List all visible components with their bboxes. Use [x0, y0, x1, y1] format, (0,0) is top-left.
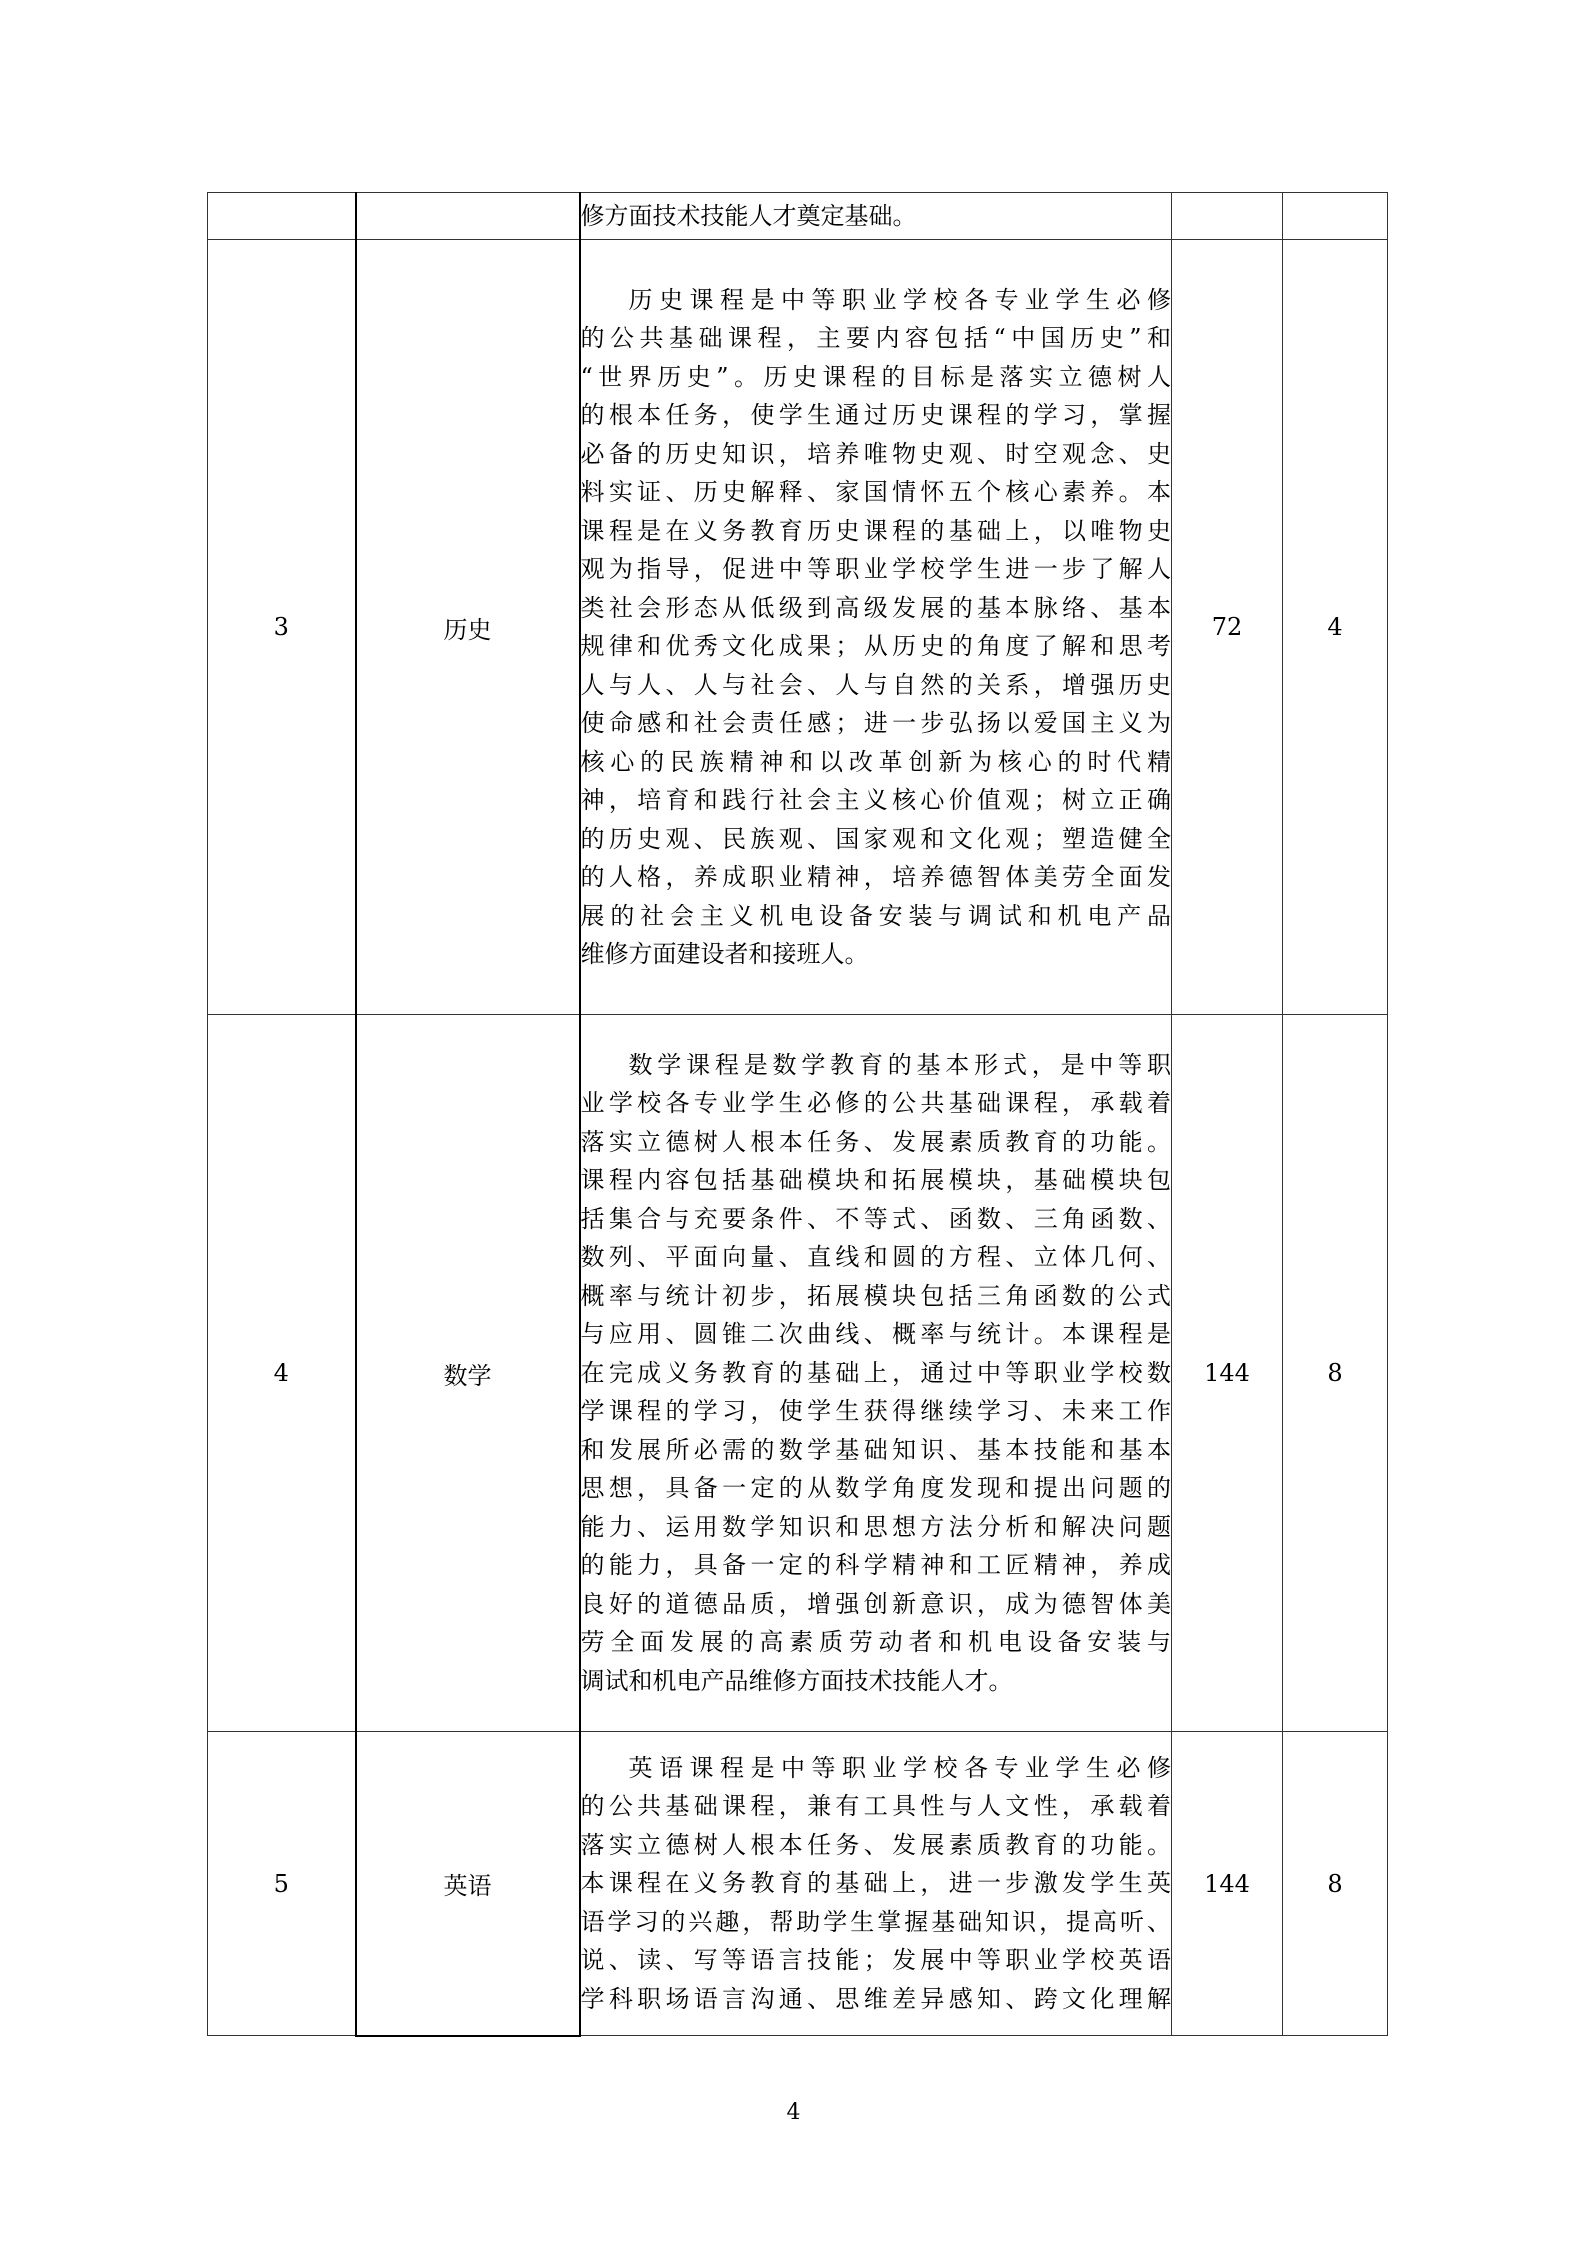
course-description-cell [580, 193, 1172, 240]
description-line: 括集合与充要条件、不等式、函数、三角函数、 [580, 1204, 1171, 1233]
description-line: 概率与统计初步，拓展模块包括三角函数的公式 [580, 1281, 1171, 1310]
description-line: 和发展所必需的数学基础知识、基本技能和基本 [580, 1435, 1171, 1464]
description-line: 规律和优秀文化成果；从历史的角度了解和思考 [580, 632, 1171, 660]
description-line: 的人格，养成职业精神，培养德智体美劳全面发 [580, 863, 1171, 891]
description-line: 类社会形态从低级到高级发展的基本脉络、基本 [580, 593, 1171, 622]
description-line: 展的社会主义机电设备安装与调试和机电产品 [580, 901, 1171, 930]
hours-cell [1172, 193, 1283, 240]
description-line: 落实立德树人根本任务、发展素质教育的功能。 [580, 1830, 1171, 1859]
credits-cell: 8 [1283, 1015, 1388, 1732]
row-number-cell: 3 [208, 240, 356, 1015]
credits-cell: 8 [1283, 1732, 1388, 2036]
course-name-cell: 英语 [356, 1732, 580, 2036]
description-line: “世界历史”。历史课程的目标是落实立德树人 [580, 362, 1171, 391]
description-line: 与应用、圆锥二次曲线、概率与统计。本课程是 [580, 1320, 1171, 1349]
description-line: 的历史观、民族观、国家观和文化观；塑造健全 [580, 824, 1171, 853]
table-row [208, 240, 1388, 1015]
description-line: 神，培育和践行社会主义核心价值观；树立正确 [580, 786, 1171, 814]
hours-cell: 144 [1172, 1732, 1283, 2036]
description-line: 说、读、写等语言技能；发展中等职业学校英语 [580, 1946, 1171, 1975]
description-line: 的能力，具备一定的科学精神和工匠精神，养成 [580, 1551, 1171, 1580]
description-line: 英语课程是中等职业学校各专业学生必修 [628, 1753, 1171, 1782]
description-line: 调试和机电产品维修方面技术技能人才。 [580, 1666, 1013, 1695]
description-line: 的公共基础课程，主要内容包括“中国历史”和 [580, 324, 1171, 352]
table-row [208, 1015, 1388, 1732]
table-row [208, 1732, 1388, 2036]
table-body [208, 193, 1388, 2036]
description-line: 料实证、历史解释、家国情怀五个核心素养。本 [580, 478, 1171, 506]
table-row [208, 193, 1388, 240]
description-line: 本课程在义务教育的基础上，进一步激发学生英 [580, 1869, 1171, 1898]
course-description-cell [580, 1732, 1172, 2036]
course-name-cell: 数学 [356, 1015, 580, 1732]
course-name-cell: 历史 [356, 240, 580, 1015]
description-line: 必备的历史知识，培养唯物史观、时空观念、史 [580, 439, 1171, 468]
description-line: 数学课程是数学教育的基本形式，是中等职 [628, 1050, 1171, 1079]
description-line: 学课程的学习，使学生获得继续学习、未来工作 [580, 1397, 1171, 1426]
row-number-cell: 4 [208, 1015, 356, 1732]
description-line: 维修方面建设者和接班人。 [580, 940, 869, 968]
description-line: 课程内容包括基础模块和拓展模块，基础模块包 [580, 1166, 1171, 1195]
course-name-cell [356, 193, 580, 240]
description-line: 的公共基础课程，兼有工具性与人文性，承载着 [580, 1792, 1171, 1821]
course-table [207, 192, 1388, 2037]
description-line: 课程是在义务教育历史课程的基础上，以唯物史 [580, 516, 1171, 545]
row-number-cell [208, 193, 356, 240]
description-line: 在完成义务教育的基础上，通过中等职业学校数 [580, 1358, 1171, 1387]
description-line: 思想，具备一定的从数学角度发现和提出问题的 [580, 1474, 1171, 1503]
description-line: 的根本任务，使学生通过历史课程的学习，掌握 [580, 401, 1171, 429]
description-line: 使命感和社会责任感；进一步弘扬以爱国主义为 [580, 709, 1171, 737]
description-line: 学科职场语言沟通、思维差异感知、跨文化理解 [580, 1984, 1171, 2013]
hours-cell: 72 [1172, 240, 1283, 1015]
description-line: 数列、平面向量、直线和圆的方程、立体几何、 [580, 1243, 1171, 1272]
description-line: 修方面技术技能人才奠定基础。 [580, 201, 917, 230]
description-line: 能力、运用数学知识和思想方法分析和解决问题 [580, 1512, 1171, 1541]
description-line: 人与人、人与社会、人与自然的关系，增强历史 [580, 670, 1171, 699]
row-number-cell: 5 [208, 1732, 356, 2036]
course-description-cell [580, 1015, 1172, 1732]
description-line: 业学校各专业学生必修的公共基础课程，承载着 [580, 1089, 1171, 1118]
description-line: 观为指导，促进中等职业学校学生进一步了解人 [580, 555, 1171, 583]
description-line: 历史课程是中等职业学校各专业学生必修 [628, 285, 1171, 314]
course-description-cell [580, 240, 1172, 1015]
description-line: 核心的民族精神和以改革创新为核心的时代精 [580, 747, 1171, 776]
page-number: 4 [786, 2100, 801, 2125]
description-line: 劳全面发展的高素质劳动者和机电设备安装与 [580, 1628, 1171, 1657]
description-line: 良好的道德品质，增强创新意识，成为德智体美 [580, 1589, 1171, 1618]
description-line: 语学习的兴趣，帮助学生掌握基础知识，提高听、 [580, 1907, 1171, 1936]
description-line: 落实立德树人根本任务、发展素质教育的功能。 [580, 1127, 1171, 1156]
credits-cell [1283, 193, 1388, 240]
credits-cell: 4 [1283, 240, 1388, 1015]
hours-cell: 144 [1172, 1015, 1283, 1732]
